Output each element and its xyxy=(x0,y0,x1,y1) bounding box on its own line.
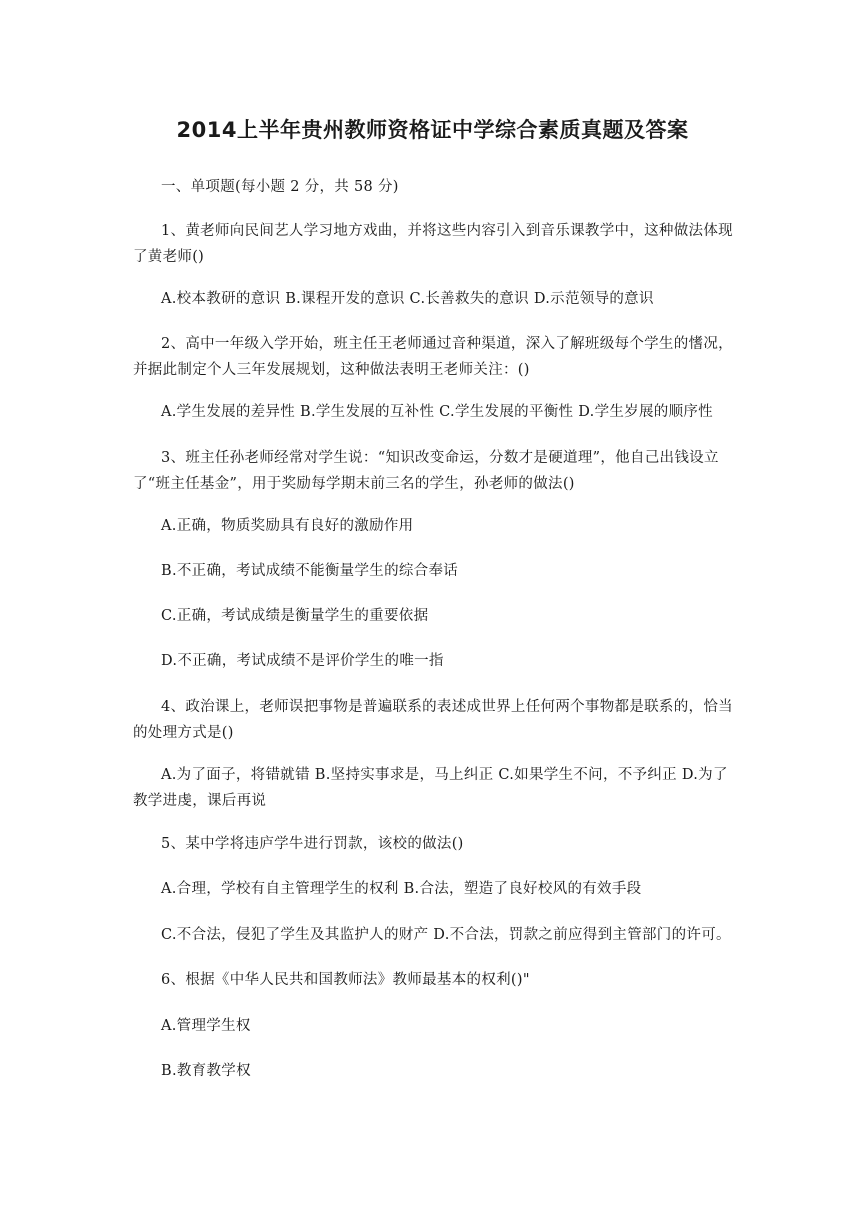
question-4-stem: 4、政治课上，老师误把事物是普遍联系的表述成世界上任何两个事物都是联系的，恰当的处理方式是() xyxy=(133,699,733,741)
question-3-stem: 3、班主任孙老师经常对学生说：“知识改变命运，分数才是硬道理”，他自己出钱设立了“班主任基金”，用于奖励每学期末前三名的学生，孙老师的做法() xyxy=(133,450,719,492)
document-title: 2014上半年贵州教师资格证中学综合素质真题及答案 xyxy=(176,118,689,142)
question-5-options-line1: A.合理，学校有自主管理学生的权利 B.合法，塑造了良好校风的有效手段 xyxy=(161,881,642,897)
question-5-options-line2: C.不合法，侵犯了学生及其监护人的财产 D.不合法，罚款之前应得到主管部门的许可。 xyxy=(161,927,731,943)
question-2-options: A.学生发展的差异性 B.学生发展的互补性 C.学生发展的平衡性 D.学生岁展的顺序性 xyxy=(161,404,713,420)
question-3-option-d: D.不正确，考试成绩不是评价学生的唯一指 xyxy=(161,653,444,669)
question-6-option-b: B.教育教学权 xyxy=(161,1063,251,1079)
question-2-stem: 2、高中一年级入学开始，班主任王老师通过音种渠道，深入了解班级每个学生的愭况，并据此制定个人三年发展规划，这种做法表明王老师关注：() xyxy=(133,336,733,378)
section-heading: 一、单项题(每小题 2 分，共 58 分) xyxy=(161,179,399,195)
question-1-stem: 1、黄老师向民间艺人学习地方戏曲，并将这些内容引入到音乐课教学中，这种做法体现了黄老师() xyxy=(133,223,733,265)
question-1-options: A.校本教研的意识 B.课程开发的意识 C.长善救失的意识 D.示范领导的意识 xyxy=(161,291,654,307)
question-3-option-c: C.正确，考试成绩是衡量学生的重要依据 xyxy=(161,608,429,624)
question-6-stem: 6、根据《中华人民共和国教师法》教师最基本的权利()" xyxy=(161,972,530,988)
question-5-stem: 5、某中学将违庐学牛进行罚款，该校的做法() xyxy=(161,836,464,852)
question-3-option-b: B.不正确，考试成绩不能衡量学生的综合奉话 xyxy=(161,563,459,579)
question-4-options: A.为了面子，将错就错 B.坚持实事求是，马上纠正 C.如果学生不问，不予纠正 D.为了教学进虔，课后再说 xyxy=(133,767,728,809)
question-3-option-a: A.正确，物质奖励具有良好的激励作用 xyxy=(161,518,414,534)
question-6-option-a: A.管理学生权 xyxy=(161,1018,251,1034)
